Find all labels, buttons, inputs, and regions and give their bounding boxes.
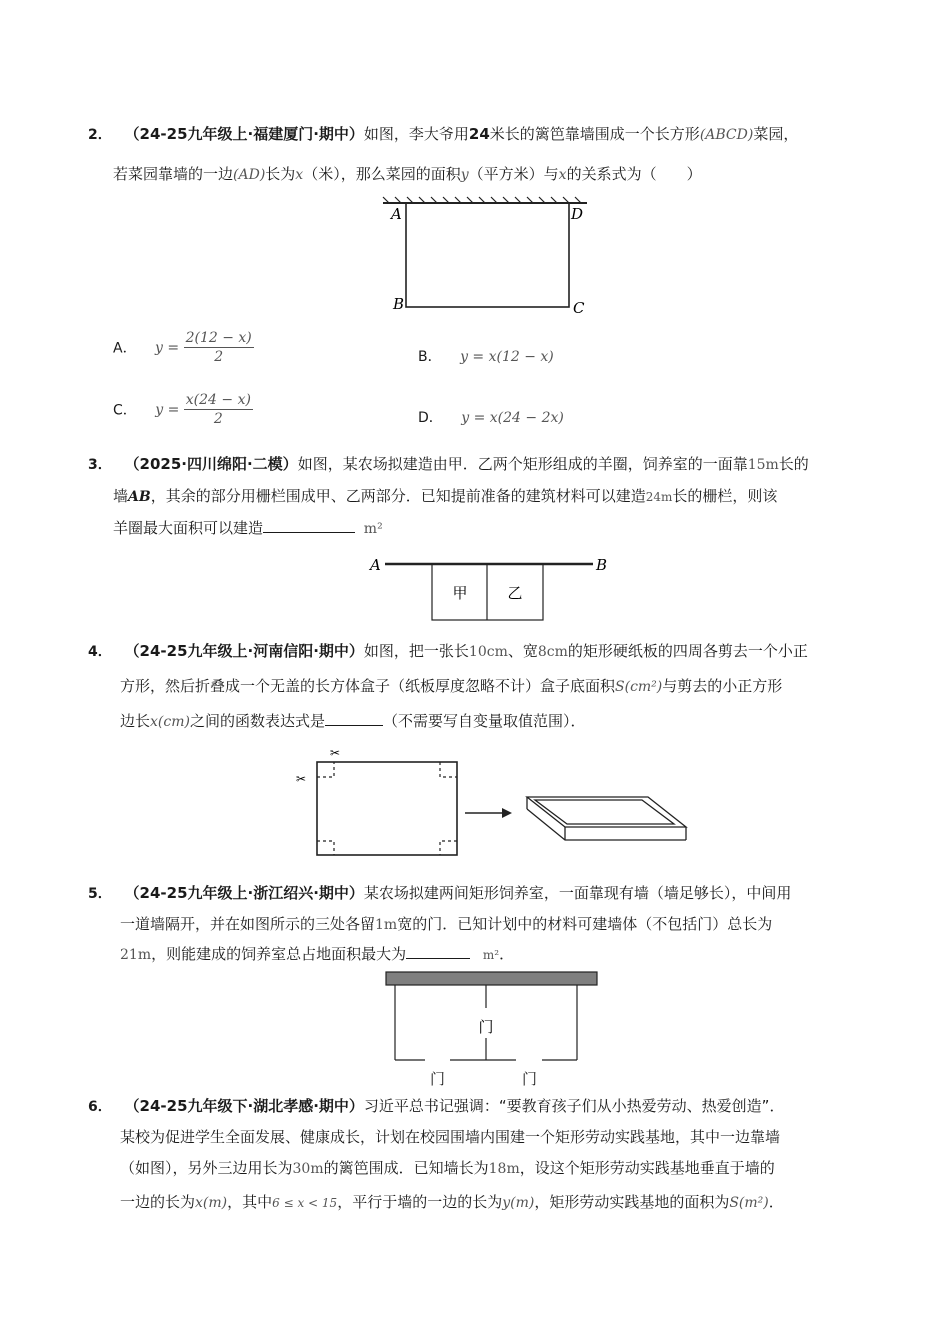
q2-label-c: C — [573, 299, 585, 317]
arrow-right-icon — [502, 808, 512, 818]
q4-figure — [290, 745, 690, 860]
q4-line1: 4． （24-25九年级上·河南信阳·期中）如图，把一张长10cm、宽8cm的矩形硬纸板的四周各剪去一个小正 — [88, 642, 808, 660]
q2-label-b: B — [393, 295, 405, 313]
q3-answer-blank[interactable] — [263, 531, 355, 533]
q3-figure — [365, 550, 615, 625]
scissors-icon-2: ✂ — [296, 772, 307, 786]
q3-line3: 羊圈最大面积可以建造 m² — [113, 519, 383, 537]
q6-line3: （如图），另外三边用长为30m的篱笆围成．已知墙长为18m，设这个矩形劳动实践基地垂直于墙的 — [120, 1159, 775, 1177]
q3-label-jia: 甲 — [452, 584, 468, 602]
q2-line2: 若菜园靠墙的一边(AD)长为x（米），那么菜园的面积y（平方米）与x的关系式为（ ） — [113, 165, 702, 183]
q2-option-d[interactable]: D． y = x(24 − 2x) — [418, 410, 564, 426]
q5-answer-blank[interactable] — [406, 957, 470, 959]
q2-option-c-frac: $\frac{x(24 - x)}{2}$ — [185, 392, 251, 427]
q5-door-left: 门 — [430, 1070, 446, 1088]
q5-door-middle: 门 — [478, 1018, 494, 1036]
q3-label-b: B — [596, 556, 608, 574]
q2-line1: 2． （24-25九年级上·福建厦门·期中）如图，李大爷用24米长的篱笆靠墙围成一个长方形(ABCD)菜园， — [88, 125, 799, 143]
scissors-icon: ✂ — [330, 746, 341, 760]
q5-line3: 21m，则能建成的饲养室总占地面积最大为 m²． — [120, 945, 515, 963]
q2-option-a[interactable]: A． y = $\frac{2(12 - x)}{2}$ — [113, 330, 252, 365]
q5-figure — [380, 968, 605, 1063]
q3-label-yi: 乙 — [507, 584, 523, 602]
q2-option-a-frac: $\frac{2(12 - x)}{2}$ — [185, 330, 252, 365]
q4-line2: 方形，然后折叠成一个无盖的长方体盒子（纸板厚度忽略不计）盒子底面积S(cm²)与剪去的小正方形 — [120, 677, 783, 695]
q6-line1: 6． （24-25九年级下·湖北孝感·期中）习近平总书记强调：“要教育孩子们从小热爱劳动、热爱创造”． — [88, 1097, 785, 1115]
q3-line1: 3． （2025·四川绵阳·二模）如图，某农场拟建造由甲．乙两个矩形组成的羊圈，饲养室的一面靠15m长的 — [88, 455, 809, 473]
q2-option-c[interactable]: C． y = $\frac{x(24 - x)}{2}$ — [113, 392, 251, 427]
q3-line2: 墙AB，其余的部分用栅栏围成甲、乙两部分．已知提前准备的建筑材料可以建造24m长的栅栏，则该 — [113, 487, 778, 505]
q2-option-b[interactable]: B． y = x(12 − x) — [418, 349, 554, 365]
q2-figure — [375, 195, 595, 320]
q2-source: （24-25九年级上·福建厦门·期中） — [124, 125, 364, 143]
q5-door-right: 门 — [522, 1070, 538, 1088]
q3-label-a: A — [370, 556, 381, 574]
q2-label-a: A — [391, 205, 402, 223]
q4-answer-blank[interactable] — [325, 724, 383, 726]
q6-line4: 一边的长为x(m)，其中6 ≤ x < 15，平行于墙的一边的长为y(m)，矩形劳动实践基地的面积为S(m²)． — [120, 1193, 784, 1211]
q4-line3: 边长x(cm)之间的函数表达式是 （不需要写自变量取值范围）． — [120, 712, 586, 730]
q2-label-d: D — [571, 205, 584, 223]
q5-line2: 一道墙隔开，并在如图所示的三处各留1m宽的门．已知计划中的材料可建墙体（不包括门）总长为 — [120, 915, 773, 933]
q5-line1: 5． （24-25九年级上·浙江绍兴·期中）某农场拟建两间矩形饲养室，一面靠现有墙（墙足够长），中间用 — [88, 884, 792, 902]
q2-number: 2． — [88, 127, 112, 143]
q6-line2: 某校为促进学生全面发展、健康成长，计划在校园围墙内围建一个矩形劳动实践基地，其中一边靠墙 — [120, 1128, 781, 1146]
